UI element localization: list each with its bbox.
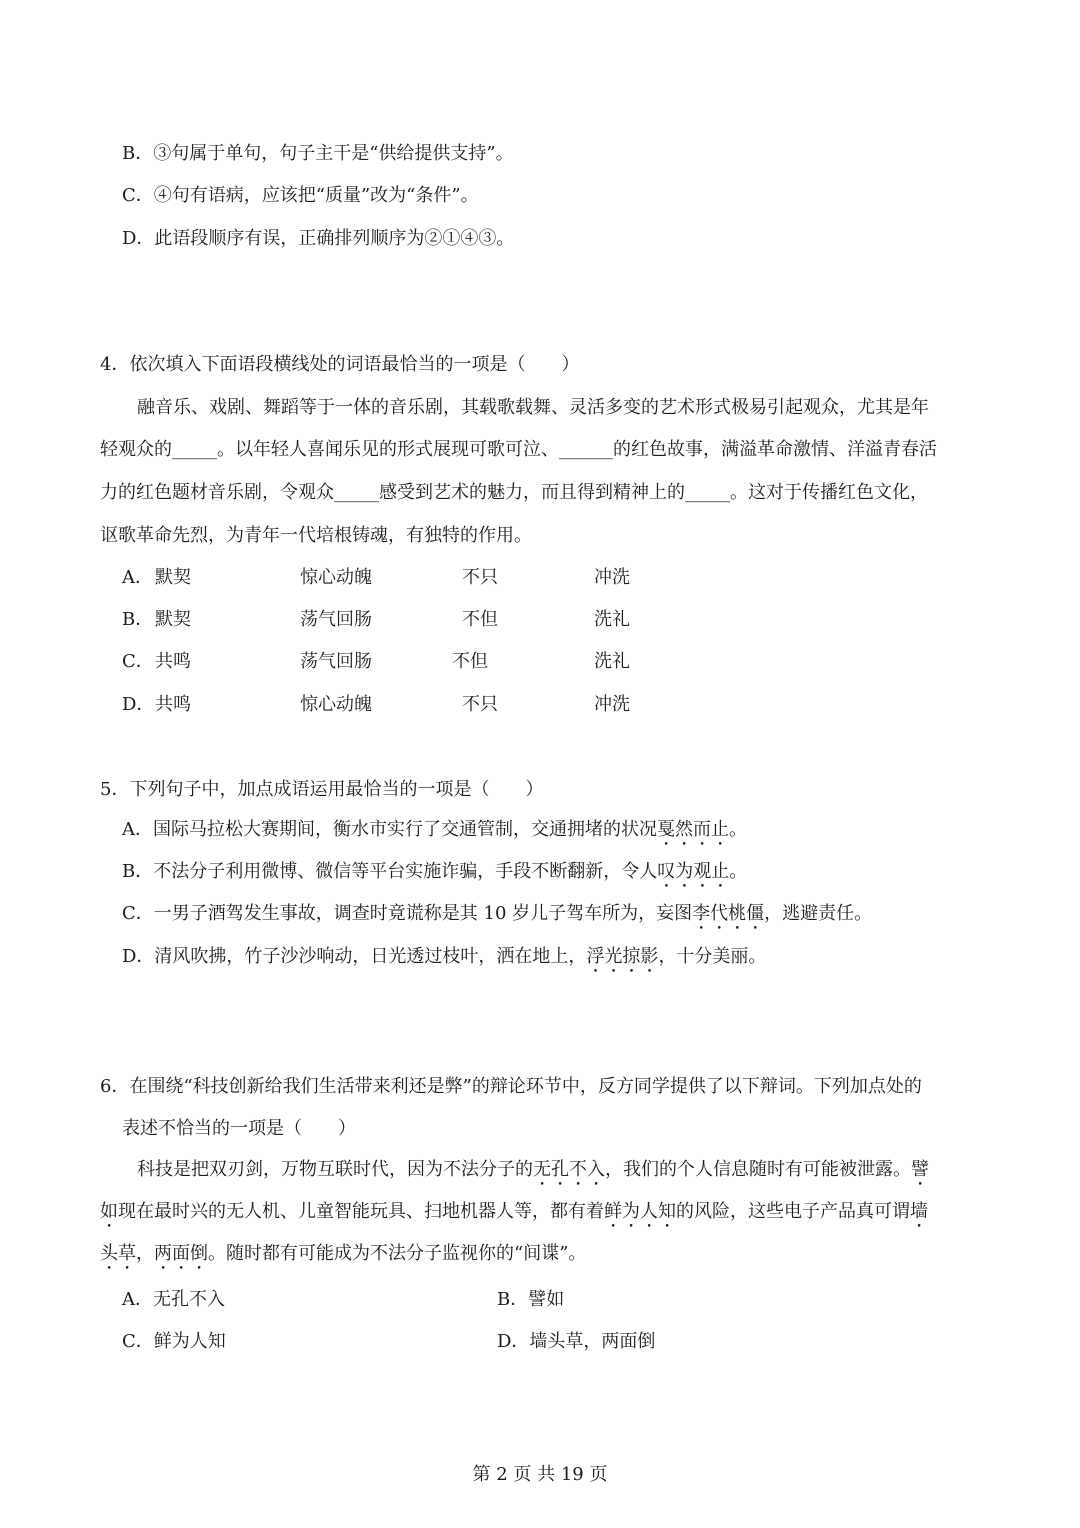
passage-text: 现在最时兴的无人机、儿童智能玩具、扫地机器人等，都有着 [118,1201,604,1222]
sentence-text: A．国际马拉松大赛期间，衡水市实行了交通管制，交通拥堵的状况 [122,819,657,840]
q5-option-c [122,902,872,934]
dotted-phrase: 鲜为人知 [604,1201,676,1222]
q6-passage-line-1 [137,1158,929,1190]
dotted-phrase: 墙 [910,1201,928,1222]
q6-passage-line-2 [100,1200,928,1232]
dotted-idiom: 李代桃僵 [692,903,765,924]
option-word-4: 冲洗 [594,567,630,588]
q3-option-c: C．④句有语病，应该把“质量”改为“条件”。 [122,185,479,206]
option-letter: C． [122,651,154,672]
option-word-2: 荡气回肠 [300,609,372,630]
dotted-phrase: 头草，两面倒 [100,1243,208,1264]
q5-option-d [122,945,766,977]
option-word-4: 洗礼 [594,651,630,672]
q6-stem-line-2: 表述不恰当的一项是（ ） [122,1118,356,1139]
q6-option-d: D．墙头草，两面倒 [497,1331,656,1352]
q5-option-a [122,818,747,850]
option-word-1: 默契 [155,609,191,630]
q6-stem-line-1: 6．在围绕“科技创新给我们生活带来利还是弊”的辩论环节中，反方同学提供了以下辩词。下列加点处的 [100,1076,922,1097]
option-word-4: 冲洗 [594,694,630,715]
option-word-2: 荡气回肠 [300,651,372,672]
q5-option-b [122,860,747,892]
q6-option-b: B．譬如 [497,1289,565,1310]
dotted-idiom: 浮光掠影 [586,946,659,967]
dotted-idiom: 戛然而止 [657,819,729,840]
q4-passage-line-2: 轻观众的_____。以年轻人喜闻乐见的形式展现可歌可泣、______的红色故事，满溢革命激情、洋溢青春活 [100,439,937,460]
dotted-idiom: 叹为观止 [657,861,730,882]
sentence-text: 。 [729,861,748,882]
option-word-3: 不只 [462,567,498,588]
option-word-1: 共鸣 [155,651,191,672]
q5-stem: 5．下列句子中，加点成语运用最恰当的一项是（ ） [100,779,544,800]
sentence-text: ，十分美丽。 [658,946,767,967]
q4-passage-line-3: 力的红色题材音乐剧，令观众_____感受到艺术的魅力，而且得到精神上的_____。这对于传播红色文化， [100,482,928,503]
dotted-phrase: 如 [100,1201,118,1222]
option-word-2: 惊心动魄 [300,694,372,715]
passage-text: 。随时都有可能成为不法分子监视你的“间谍”。 [208,1243,587,1264]
q4-stem: 4．依次填入下面语段横线处的词语最恰当的一项是（ ） [100,354,580,375]
q6-passage-line-3 [100,1242,586,1274]
passage-text: 的风险，这些电子产品真可谓 [676,1201,910,1222]
option-letter: D． [122,694,155,715]
option-word-3: 不只 [462,694,498,715]
dotted-phrase: 譬 [911,1159,929,1180]
option-word-3: 不但 [452,651,488,672]
passage-text: ，我们的个人信息随时有可能被泄露。 [605,1159,911,1180]
option-word-3: 不但 [462,609,498,630]
q6-option-a: A．无孔不入 [122,1289,225,1310]
q3-option-b: B．③句属于单句，句子主干是“供给提供支持”。 [122,143,514,164]
passage-text: 科技是把双刃剑，万物互联时代，因为不法分子的 [137,1159,533,1180]
q4-passage-line-4: 讴歌革命先烈，为青年一代培根铸魂，有独特的作用。 [100,525,532,546]
option-word-4: 洗礼 [594,609,630,630]
sentence-text: 。 [729,819,747,840]
option-word-2: 惊心动魄 [300,567,372,588]
option-word-1: 默契 [155,567,191,588]
option-letter: A． [122,567,153,588]
q4-passage-line-1: 融音乐、戏剧、舞蹈等于一体的音乐剧，其载歌载舞、灵活多变的艺术形式极易引起观众，尤其是年 [137,397,929,418]
sentence-text: ，逃避责任。 [764,903,873,924]
q6-option-c: C．鲜为人知 [122,1331,226,1352]
sentence-text: D．清风吹拂，竹子沙沙响动，日光透过枝叶，洒在地上， [122,946,587,967]
sentence-text: C．一男子酒驾发生事故，调查时竟谎称是其 10 岁儿子驾车所为，妄图 [122,903,693,924]
dotted-phrase: 无孔不入 [533,1159,605,1180]
q3-option-d: D．此语段顺序有误，正确排列顺序为②①④③。 [122,228,515,249]
page-number-footer: 第 2 页 共 19 页 [472,1464,608,1485]
sentence-text: B．不法分子利用微博、微信等平台实施诈骗，手段不断翻新，令人 [122,861,658,882]
option-letter: B． [122,609,154,630]
option-word-1: 共鸣 [155,694,191,715]
